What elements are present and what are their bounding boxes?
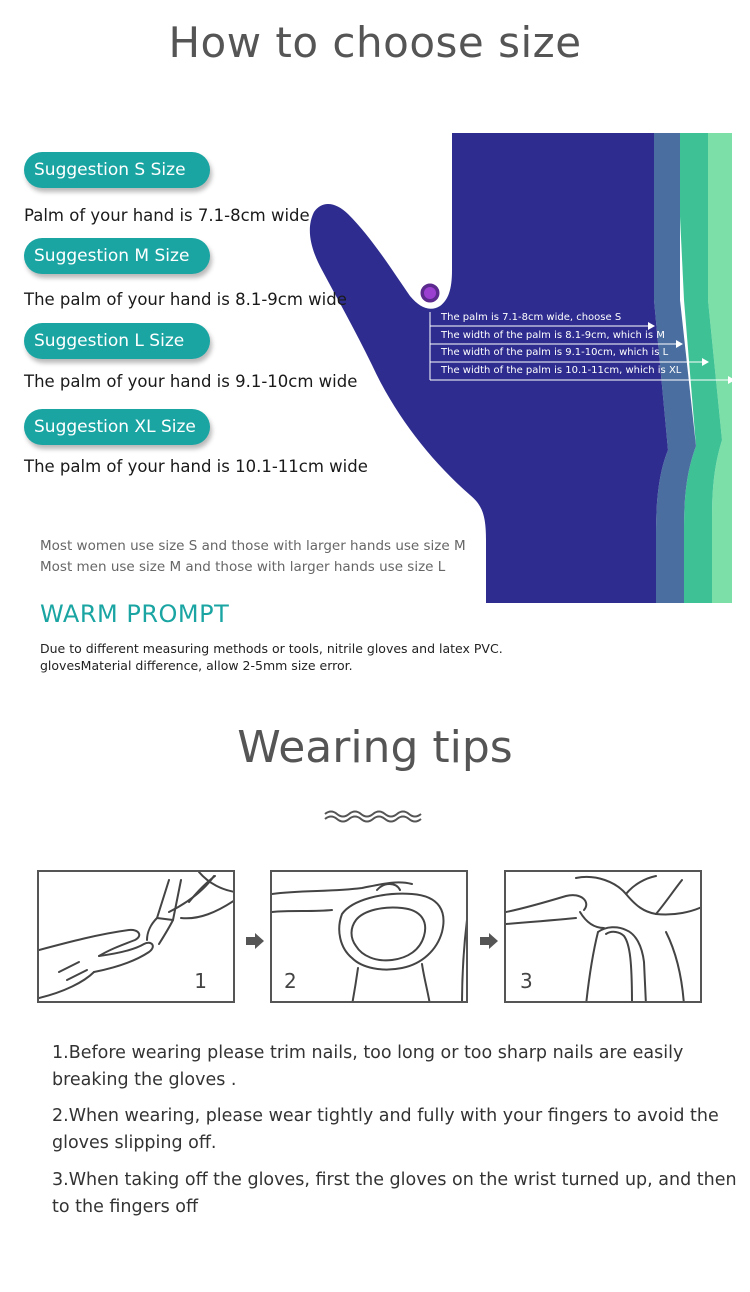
suggestion-s-desc: Palm of your hand is 7.1-8cm wide — [24, 206, 310, 225]
suggestion-l-pill: Suggestion L Size — [24, 323, 210, 359]
wave-divider-icon — [323, 808, 427, 824]
suggestion-s-pill: Suggestion S Size — [24, 152, 210, 188]
suggestion-m-pill: Suggestion M Size — [24, 238, 210, 274]
warm-prompt-line-1: Due to different measuring methods or tools, nitrile gloves and latex PVC. — [40, 641, 503, 656]
suggestion-xl-pill: Suggestion XL Size — [24, 409, 210, 445]
hand-line-xl: The width of the palm is 10.1-11cm, which is XL — [441, 365, 682, 376]
note-women: Most women use size S and those with larger hands use size M — [40, 538, 466, 554]
suggestion-xl-desc: The palm of your hand is 10.1-11cm wide — [24, 457, 368, 476]
step-1-panel — [37, 870, 235, 1003]
hand-line-l: The width of the palm is 9.1-10cm, which is L — [441, 347, 669, 358]
step-3-panel — [504, 870, 702, 1003]
step-3-number: 3 — [520, 969, 533, 993]
tips-title: Wearing tips — [237, 722, 513, 773]
tip-2: 2.When wearing, please wear tightly and fully with your fingers to avoid the gloves slipping off. — [52, 1106, 719, 1153]
step-arrow-1-icon — [246, 933, 264, 949]
step-arrow-2-icon — [480, 933, 498, 949]
suggestion-l-desc: The palm of your hand is 9.1-10cm wide — [24, 372, 358, 391]
warm-prompt-title: WARM PROMPT — [40, 600, 230, 628]
hand-line-s: The palm is 7.1-8cm wide, choose S — [441, 312, 622, 323]
step-1-number: 1 — [194, 969, 207, 993]
warm-prompt-line-2: glovesMaterial difference, allow 2-5mm size error. — [40, 658, 353, 673]
hand-line-m: The width of the palm is 8.1-9cm, which is M — [441, 330, 665, 341]
glove-size-illustration — [0, 0, 750, 620]
note-men: Most men use size M and those with larger hands use size L — [40, 559, 446, 575]
glove-removal-icon — [506, 872, 702, 1003]
step-2-panel — [270, 870, 468, 1003]
glove-insertion-icon — [272, 872, 468, 1003]
tip-3: 3.When taking off the gloves, first the gloves on the wrist turned up, and then to the fingers off — [52, 1170, 737, 1217]
step-2-number: 2 — [284, 969, 297, 993]
tip-1: 1.Before wearing please trim nails, too long or too sharp nails are easily breaking the gloves . — [52, 1043, 684, 1090]
suggestion-m-desc: The palm of your hand is 8.1-9cm wide — [24, 290, 347, 309]
size-title: How to choose size — [168, 18, 582, 67]
